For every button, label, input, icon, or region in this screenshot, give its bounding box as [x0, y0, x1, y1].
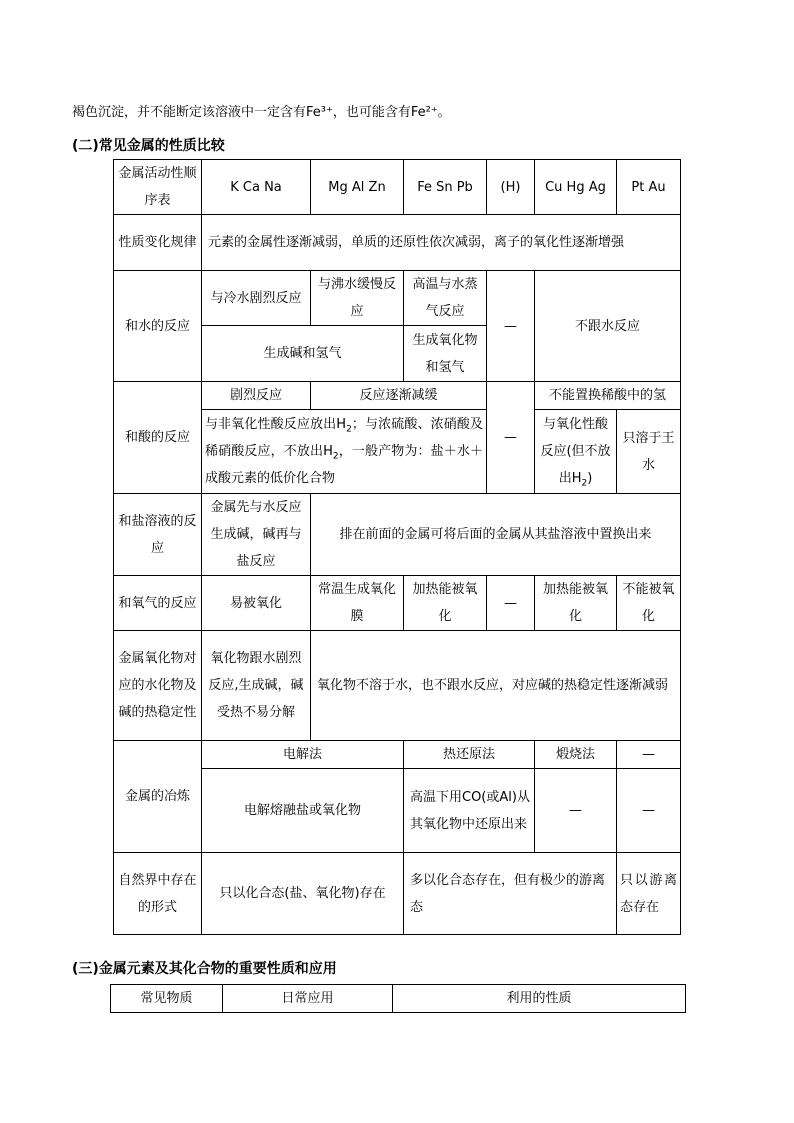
- metal-application-table: [110, 984, 686, 1013]
- table-cell: 自然界中存在的形式: [114, 853, 202, 935]
- table-row: [114, 741, 681, 769]
- table-row: [114, 382, 681, 410]
- table-cell: 高温与水蒸气反应: [404, 271, 487, 326]
- table-cell: 电解法: [202, 741, 404, 769]
- table-cell: 生成碱和氢气: [202, 326, 404, 382]
- table-cell: 高温下用CO(或Al)从其氧化物中还原出来: [404, 769, 535, 853]
- table-cell: —: [535, 769, 617, 853]
- acid-desc-1: 与非氧化性酸反应放出H: [205, 417, 347, 432]
- table-cell: Mg Al Zn: [311, 160, 404, 215]
- acid-ox-2: ): [587, 471, 593, 486]
- table-cell: 煅烧法: [535, 741, 617, 769]
- acid-desc-2: ；与浓硫酸、浓硝酸及稀硝酸反应，不放出H: [205, 417, 483, 459]
- table-cell: 排在前面的金属可将后面的金属从其盐溶液中置换出来: [311, 494, 681, 576]
- subscript: 2: [332, 451, 339, 462]
- table-header-row: [111, 985, 686, 1013]
- section-heading-3: (三)金属元素及其化合物的重要性质和应用: [72, 961, 337, 977]
- table-cell: 金属先与水反应生成碱，碱再与盐反应: [202, 494, 311, 576]
- table-cell: —: [487, 271, 535, 382]
- table-cell: 和水的反应: [114, 271, 202, 382]
- table-cell: 金属氧化物对应的水化物及碱的热稳定性: [114, 631, 202, 741]
- table-cell: (H): [487, 160, 535, 215]
- table-cell: —: [487, 382, 535, 494]
- table-row: [114, 215, 681, 271]
- table-cell: [535, 410, 617, 494]
- table-cell: K Ca Na: [202, 160, 311, 215]
- subscript: 2: [581, 478, 588, 489]
- acid-ox-1: 与氧化性酸反应(但不放出H: [540, 417, 611, 486]
- table-cell: 不能被氧化: [617, 576, 681, 631]
- table-cell: 易被氧化: [202, 576, 311, 631]
- table-cell: 和盐溶液的反应: [114, 494, 202, 576]
- table-row: [114, 494, 681, 576]
- table-header: 常见物质: [111, 985, 223, 1013]
- table-cell: 只溶于王水: [617, 410, 681, 494]
- table-cell: 性质变化规律: [114, 215, 202, 271]
- subscript: 2: [346, 424, 352, 435]
- table-cell: 不能置换稀酸中的氢: [535, 382, 681, 410]
- table-cell: Pt Au: [617, 160, 681, 215]
- table-cell: Fe Sn Pb: [404, 160, 487, 215]
- table-cell: 只以游离态存在: [617, 853, 681, 935]
- table-row: [114, 576, 681, 631]
- intro-line: 褐色沉淀，并不能断定该溶液中一定含有Fe³⁺，也可能含有Fe²⁺。: [72, 105, 451, 120]
- table-cell: 加热能被氧化: [535, 576, 617, 631]
- table-header: 日常应用: [223, 985, 393, 1013]
- table-cell: 多以化合态存在，但有极少的游离态: [404, 853, 617, 935]
- table-row: [114, 853, 681, 935]
- table-cell: 电解熔融盐或氧化物: [202, 769, 404, 853]
- table-cell: 金属活动性顺序表: [114, 160, 202, 215]
- table-cell: Cu Hg Ag: [535, 160, 617, 215]
- table-cell: 金属的冶炼: [114, 741, 202, 853]
- metal-property-table: [113, 159, 681, 935]
- table-cell: 剧烈反应: [202, 382, 311, 410]
- section-heading-2: (二)常见金属的性质比较: [72, 138, 225, 154]
- table-row: [114, 160, 681, 215]
- table-cell: [202, 410, 487, 494]
- table-cell: 反应逐渐减缓: [311, 382, 487, 410]
- table-cell: —: [487, 576, 535, 631]
- table-cell: 氧化物跟水剧烈反应,生成碱，碱受热不易分解: [202, 631, 311, 741]
- acid-desc-3: ，一般产物为：盐＋水＋成酸元素的低价化合物: [205, 444, 483, 486]
- table-cell: 与沸水缓慢反应: [311, 271, 404, 326]
- table-cell: 常温生成氧化膜: [311, 576, 404, 631]
- table-header: 利用的性质: [393, 985, 686, 1013]
- table-row: [114, 271, 681, 326]
- table-cell: 生成氧化物和氢气: [404, 326, 487, 382]
- table-cell: 加热能被氧化: [404, 576, 487, 631]
- table-cell: 和酸的反应: [114, 382, 202, 494]
- table-cell: 不跟水反应: [535, 271, 681, 382]
- table-cell: 只以化合态(盐、氧化物)存在: [202, 853, 404, 935]
- table-cell: 氧化物不溶于水，也不跟水反应，对应碱的热稳定性逐渐减弱: [311, 631, 681, 741]
- table-cell: 元素的金属性逐渐减弱，单质的还原性依次减弱，离子的氧化性逐渐增强: [202, 215, 681, 271]
- table-cell: 热还原法: [404, 741, 535, 769]
- table-cell: —: [617, 769, 681, 853]
- table-cell: —: [617, 741, 681, 769]
- table-row: [114, 631, 681, 741]
- table-cell: 和氧气的反应: [114, 576, 202, 631]
- table-cell: 与冷水剧烈反应: [202, 271, 311, 326]
